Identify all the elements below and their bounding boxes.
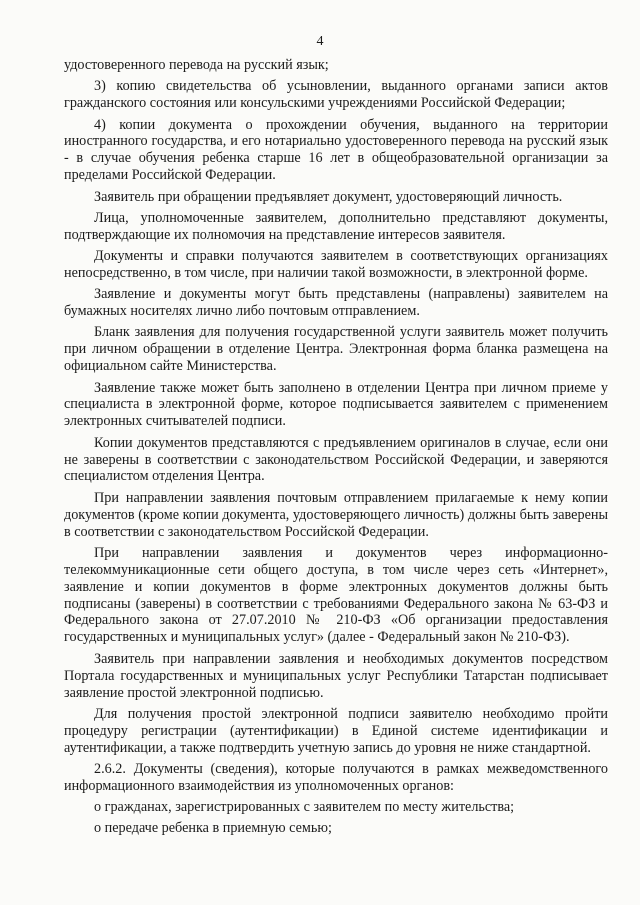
document-body [64,57,608,837]
paragraph: 4) копии документа о прохождении обучения, выданного на территории иностранного государства, и его нотариально удостоверенного перевода на русский язык - в случае обучения ребенка старше 16 лет в общеобразовательной организации за пределами Российской Федерации. [64,116,608,184]
paragraph: Заявление и документы могут быть представлены (направлены) заявителем на бумажных носителях лично либо почтовым отправлением. [64,286,608,320]
paragraph: Копии документов представляются с предъявлением оригиналов в случае, если они не заверены в соответствии с законодательством Российской Федерации, и заверяются специалистом отделения Центра. [64,434,608,485]
paragraph: При направлении заявления и документов через информационно-телекоммуникационные сети общего доступа, в том числе через сеть «Интернет», заявление и копии документов в форме электронных документов должны быть подписаны (заверены) в соответствии с требованиями Федерального закона № 63-ФЗ и Федерального закона от 27.07.2010 № 210-ФЗ «Об организации предоставления государственных и муниципальных услуг» (далее - Федеральный закон № 210-ФЗ). [64,544,608,646]
paragraph: Документы и справки получаются заявителем в соответствующих организациях непосредственно, в том числе, при наличии такой возможности, в электронной форме. [64,248,608,281]
paragraph: При направлении заявления почтовым отправлением прилагаемые к нему копии документов (кроме копии документа, удостоверяющего личность) должны быть заверены в соответствии с законодательством Российской Федерации. [64,489,608,540]
paragraph: удостоверенного перевода на русский язык; [64,57,329,73]
paragraph: Бланк заявления для получения государственной услуги заявитель может получить при личном обращении в отделение Центра. Электронная форма бланка размещена на официальном сайте Министерства. [64,324,608,375]
paragraph: о передаче ребенка в приемную семью; [94,820,332,837]
paragraph: о гражданах, зарегистрированных с заявителем по месту жительства; [94,799,515,816]
paragraph: Для получения простой электронной подписи заявителю необходимо пройти процедуру регистрации (аутентификации) в Единой системе идентификации и аутентификации, а также подтвердить учетную запись до уровня не ниже стандартной. [64,705,608,756]
page-number: 4 [316,34,324,49]
paragraph: Заявитель при обращении предъявляет документ, удостоверяющий личность. [94,188,563,205]
paragraph: 2.6.2. Документы (сведения), которые получаются в рамках межведомственного информационного взаимодействия из уполномоченных органов: [64,760,608,794]
paragraph: 3) копию свидетельства об усыновлении, выданного органами записи актов гражданского состояния или консульскими учреждениями Российской Федерации; [64,78,608,112]
paragraph: Лица, уполномоченные заявителем, дополнительно представляют документы, подтверждающие их полномочия на представление интересов заявителя. [64,209,608,243]
paragraph: Заявление также может быть заполнено в отделении Центра при личном приеме у специалиста в электронной форме, которое подписывается заявителем с применением электронных считывателей подписи. [64,379,608,430]
paragraph: Заявитель при направлении заявления и необходимых документов посредством Портала государственных и муниципальных услуг Республики Татарстан подписывает заявление простой электронной подписью. [64,650,608,701]
